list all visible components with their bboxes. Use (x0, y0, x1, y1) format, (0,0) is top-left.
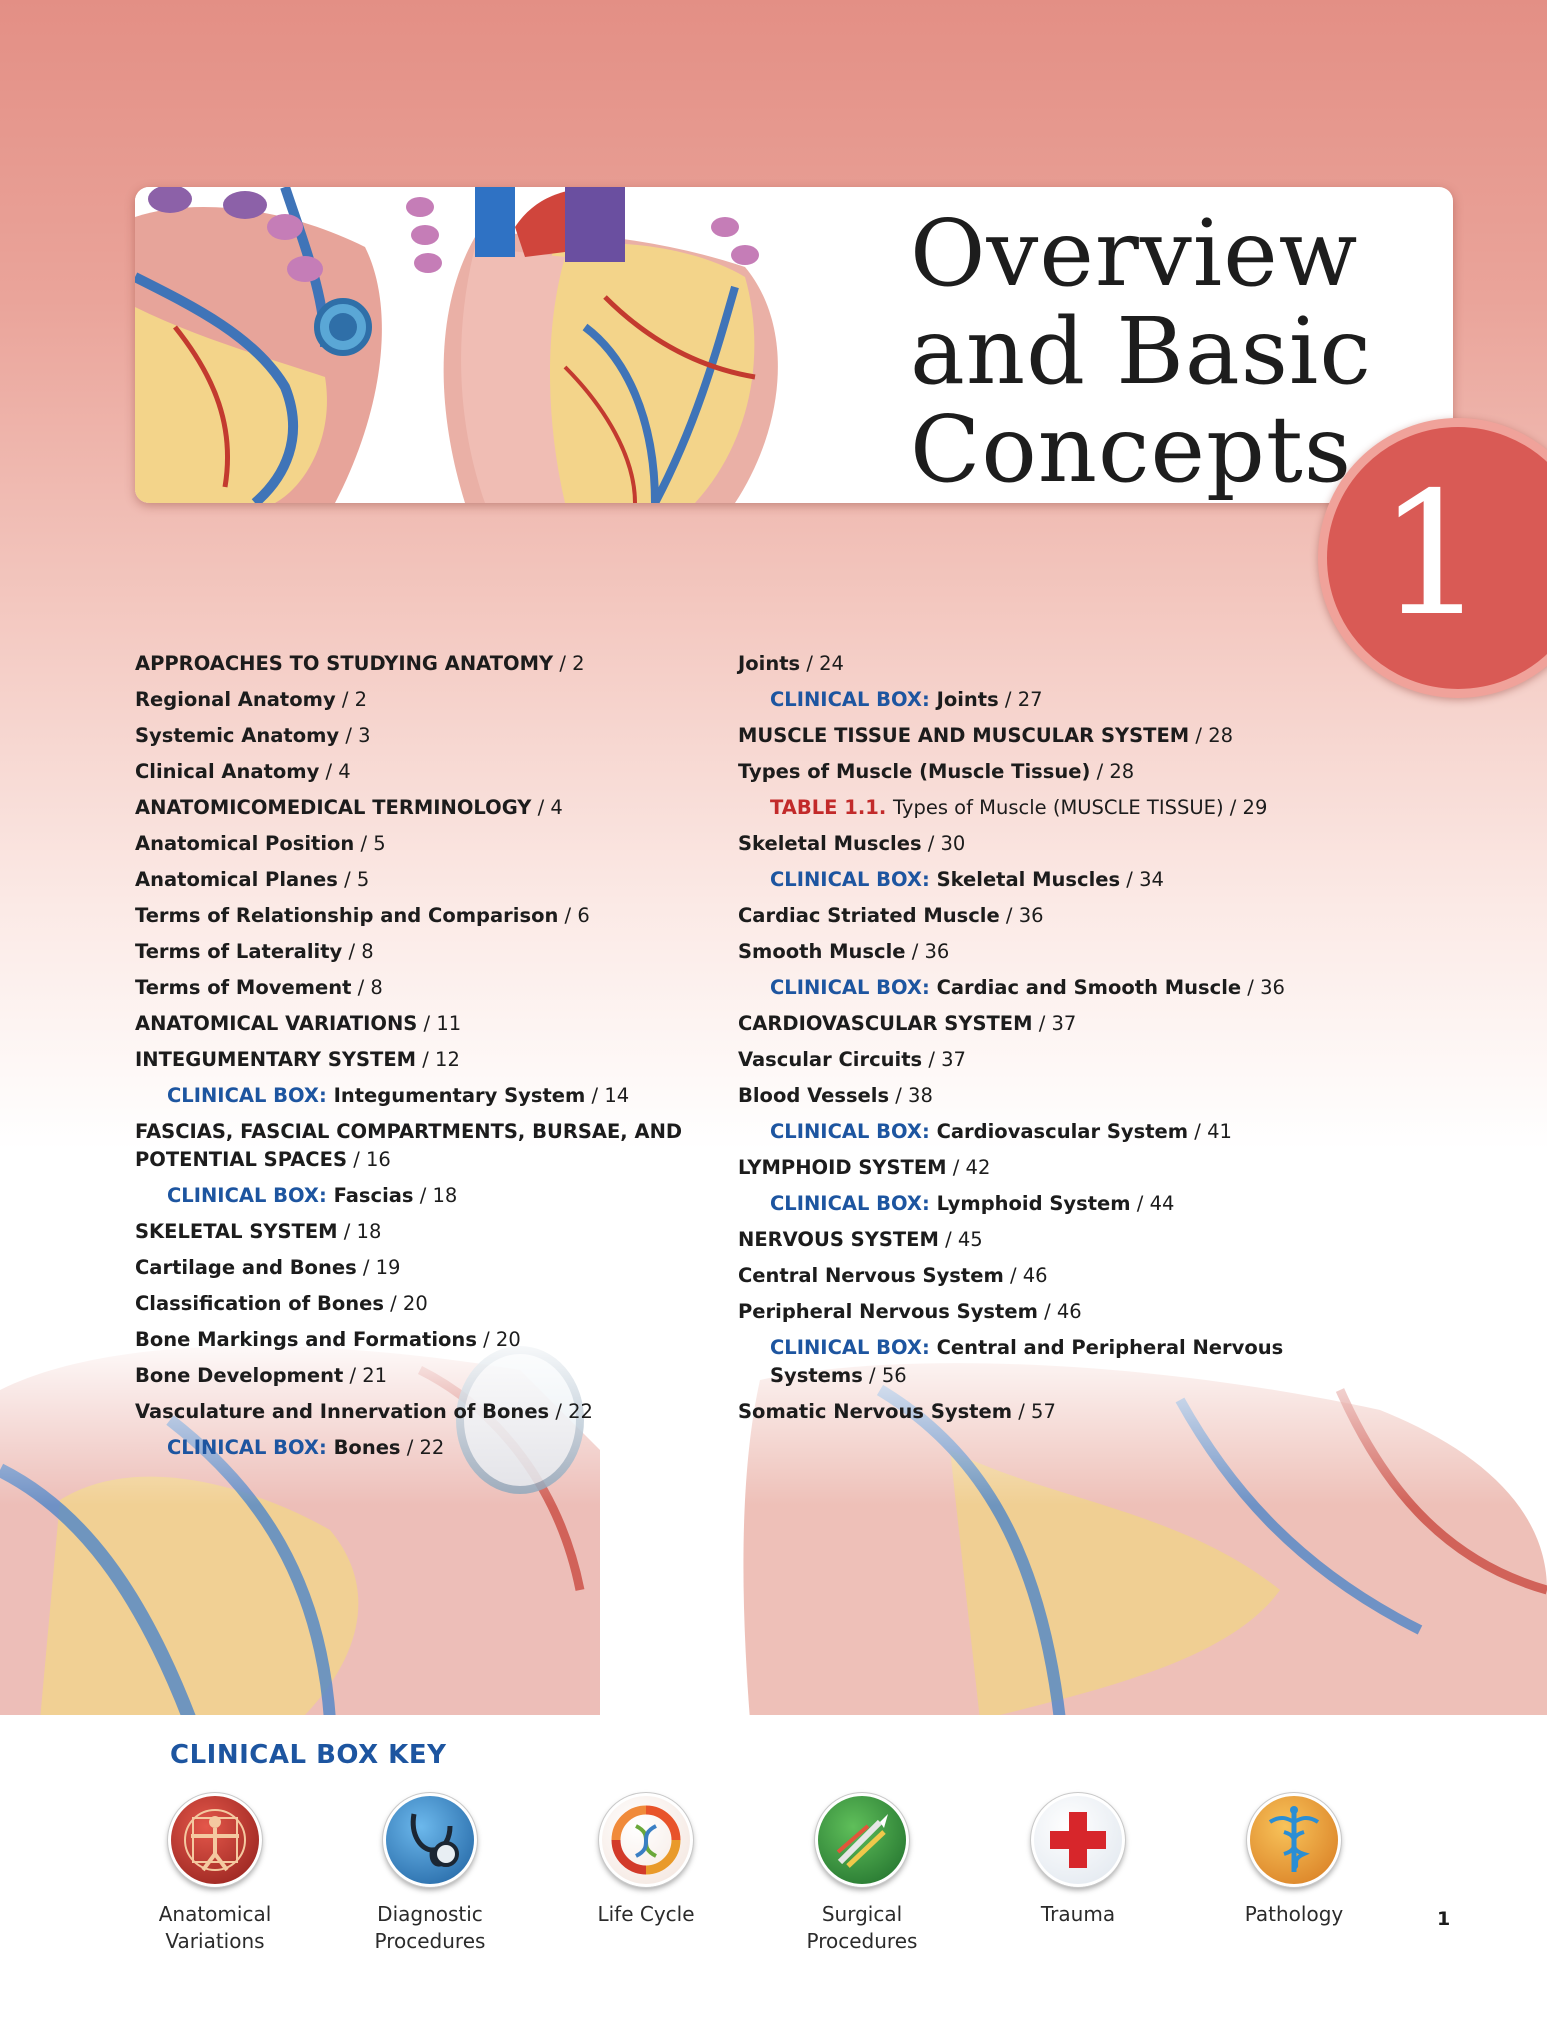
toc-entry-title: Joints (936, 688, 999, 711)
toc-topic-entry[interactable]: Somatic Nervous System / 57 (738, 1400, 1056, 1423)
toc-entry-title: Lymphoid System (936, 1192, 1131, 1215)
toc-clinical-box-entry[interactable]: CLINICAL BOX: Integumentary System / 14 (167, 1084, 630, 1107)
toc-page-number: 34 (1139, 868, 1164, 891)
toc-page-number: 56 (881, 1364, 907, 1387)
toc-entry-title: CARDIOVASCULAR SYSTEM (738, 1012, 1033, 1035)
key-item-life-cycle (551, 1793, 741, 1928)
toc-page-number: 6 (577, 904, 590, 927)
toc-page-number: 20 (495, 1328, 521, 1351)
toc-page-number: 8 (361, 940, 374, 963)
toc-page-number: 12 (435, 1048, 460, 1071)
toc-topic-entry[interactable]: Skeletal Muscles / 30 (738, 832, 966, 855)
toc-page-number: 46 (1056, 1300, 1082, 1323)
toc-entry-title: Cardiovascular System (936, 1120, 1189, 1143)
toc-entry-title: Somatic Nervous System (738, 1400, 1013, 1423)
key-item-pathology (1199, 1793, 1389, 1928)
toc-entry-title: Classification of Bones (135, 1292, 384, 1315)
toc-page-number: 46 (1022, 1264, 1048, 1287)
toc-clinical-box-entry[interactable]: CLINICAL BOX: Skeletal Muscles / 34 (770, 868, 1164, 891)
toc-page-number: 37 (941, 1048, 966, 1071)
toc-topic-entry[interactable]: Joints / 24 (738, 652, 844, 675)
toc-entry-title: Bone Development (135, 1364, 344, 1387)
vitruvian-man-icon (168, 1793, 262, 1887)
toc-entry-title: Terms of Laterality (135, 940, 343, 963)
toc-section-entry[interactable]: INTEGUMENTARY SYSTEM / 12 (135, 1048, 460, 1071)
toc-clinical-box-entry[interactable]: CLINICAL BOX: Cardiovascular System / 41 (770, 1120, 1232, 1143)
toc-section-entry[interactable]: ANATOMICOMEDICAL TERMINOLOGY / 4 (135, 796, 563, 819)
toc-entry-title: Clinical Anatomy (135, 760, 320, 783)
toc-entry-title: Peripheral Nervous System (738, 1300, 1038, 1323)
toc-left-column (135, 650, 735, 1470)
clinical-box-tag: CLINICAL BOX: (770, 1192, 930, 1215)
key-label: Pathology (1244, 1902, 1344, 1926)
toc-page-number: 24 (819, 652, 844, 675)
toc-entry-title: MUSCLE TISSUE AND MUSCULAR SYSTEM (738, 724, 1190, 747)
toc-entry-title: Terms of Relationship and Comparison (135, 904, 559, 927)
toc-page-number: 18 (432, 1184, 458, 1207)
toc-topic-entry[interactable]: Anatomical Position / 5 (135, 832, 386, 855)
toc-page-number: 41 (1207, 1120, 1232, 1143)
chapter-title-line-2: and Basic (910, 298, 1372, 405)
toc-section-entry[interactable]: LYMPHOID SYSTEM / 42 (738, 1156, 991, 1179)
toc-entry-title: Types of Muscle (Muscle Tissue) (738, 760, 1091, 783)
toc-page-number: 28 (1208, 724, 1234, 747)
chapter-title-line-3: Concepts (910, 396, 1353, 503)
toc-entry-title: Anatomical Planes (135, 868, 338, 891)
toc-topic-entry[interactable]: Anatomical Planes / 5 (135, 868, 370, 891)
key-label: Surgical Procedures (806, 1902, 918, 1953)
toc-page-number: 36 (924, 940, 950, 963)
toc-section-entry[interactable]: CARDIOVASCULAR SYSTEM / 37 (738, 1012, 1077, 1035)
key-item-diagnostic-procedures (335, 1793, 525, 1955)
toc-clinical-box-entry[interactable]: CLINICAL BOX: Bones / 22 (167, 1436, 445, 1459)
life-cycle-icon (599, 1793, 693, 1887)
toc-page-number: 5 (373, 832, 386, 855)
toc-topic-entry[interactable]: Systemic Anatomy / 3 (135, 724, 371, 747)
clinical-box-tag: CLINICAL BOX: (770, 976, 930, 999)
toc-topic-entry[interactable]: Terms of Movement / 8 (135, 976, 383, 999)
toc-topic-entry[interactable]: Types of Muscle (Muscle Tissue) / 28 (738, 760, 1135, 783)
toc-entry-title: Vasculature and Innervation of Bones (135, 1400, 550, 1423)
toc-page-number: 16 (365, 1148, 391, 1171)
toc-topic-entry[interactable]: Regional Anatomy / 2 (135, 688, 368, 711)
toc-entry-title: ANATOMICOMEDICAL TERMINOLOGY (135, 796, 532, 819)
toc-page-number: 36 (1260, 976, 1285, 999)
toc-entry-title: NERVOUS SYSTEM (738, 1228, 939, 1251)
toc-page-number: 3 (358, 724, 371, 747)
toc-topic-entry[interactable]: Cartilage and Bones / 19 (135, 1256, 401, 1279)
toc-page-number: 44 (1149, 1192, 1175, 1215)
toc-section-entry[interactable]: APPROACHES TO STUDYING ANATOMY / 2 (135, 652, 585, 675)
toc-page-number: 22 (568, 1400, 593, 1423)
toc-page-number: 4 (550, 796, 563, 819)
toc-page-number: 22 (419, 1436, 445, 1459)
page-number: 1 (1437, 1908, 1451, 1930)
toc-entry-title: Bone Markings and Formations (135, 1328, 477, 1351)
caduceus-icon (1247, 1793, 1341, 1887)
toc-right-column (738, 650, 1338, 1434)
toc-table-entry[interactable]: TABLE 1.1. Types of Muscle (MUSCLE TISSUE) / 29 (770, 796, 1268, 819)
toc-section-entry[interactable]: MUSCLE TISSUE AND MUSCULAR SYSTEM / 28 (738, 724, 1234, 747)
key-label: Diagnostic Procedures (374, 1902, 486, 1953)
toc-entry-title: Cardiac Striated Muscle (738, 904, 1000, 927)
toc-page-number: 30 (940, 832, 966, 855)
toc-page-number: 5 (356, 868, 370, 891)
stethoscope-icon (383, 1793, 477, 1887)
toc-section-entry[interactable]: FASCIAS, FASCIAL COMPARTMENTS, BURSAE, AND POTENTIAL SPACES / 16 (135, 1120, 683, 1171)
toc-entry-title: Anatomical Position (135, 832, 355, 855)
toc-clinical-box-entry[interactable]: CLINICAL BOX: Lymphoid System / 44 (770, 1192, 1175, 1215)
key-label: Life Cycle (597, 1902, 695, 1926)
toc-topic-entry[interactable]: Terms of Relationship and Comparison / 6 (135, 904, 590, 927)
toc-page-number: 19 (375, 1256, 401, 1279)
toc-page-number: 45 (957, 1228, 983, 1251)
heart-illustration (135, 187, 895, 503)
toc-clinical-box-entry[interactable]: CLINICAL BOX: Central and Peripheral Nervous Systems / 56 (770, 1336, 1284, 1387)
toc-page-number: 20 (402, 1292, 428, 1315)
toc-page-number: 14 (604, 1084, 630, 1107)
key-item-trauma (983, 1793, 1173, 1928)
toc-entry-title: Systemic Anatomy (135, 724, 340, 747)
toc-clinical-box-entry[interactable]: CLINICAL BOX: Joints / 27 (770, 688, 1043, 711)
toc-entry-title: APPROACHES TO STUDYING ANATOMY (135, 652, 554, 675)
clinical-box-tag: CLINICAL BOX: (770, 868, 930, 891)
toc-page-number: 4 (338, 760, 351, 783)
toc-page-number: 38 (908, 1084, 933, 1107)
toc-topic-entry[interactable]: Bone Development / 21 (135, 1364, 388, 1387)
toc-entry-title: Cartilage and Bones (135, 1256, 357, 1279)
toc-topic-entry[interactable]: Peripheral Nervous System / 46 (738, 1300, 1082, 1323)
toc-topic-entry[interactable]: Terms of Laterality / 8 (135, 940, 374, 963)
toc-entry-title: Cardiac and Smooth Muscle (936, 976, 1242, 999)
clinical-box-tag: CLINICAL BOX: (770, 1336, 930, 1359)
toc-topic-entry[interactable]: Smooth Muscle / 36 (738, 940, 950, 963)
toc-clinical-box-entry[interactable]: CLINICAL BOX: Fascias / 18 (167, 1184, 458, 1207)
toc-entry-title: Smooth Muscle (738, 940, 906, 963)
toc-page-number: 28 (1109, 760, 1135, 783)
key-item-surgical-procedures (767, 1793, 957, 1955)
scalpel-icon (815, 1793, 909, 1887)
toc-page-number: 2 (572, 652, 585, 675)
toc-section-entry[interactable]: SKELETAL SYSTEM / 18 (135, 1220, 382, 1243)
toc-topic-entry[interactable]: Central Nervous System / 46 (738, 1264, 1048, 1287)
red-cross-icon (1031, 1793, 1125, 1887)
toc-topic-entry[interactable]: Cardiac Striated Muscle / 36 (738, 904, 1044, 927)
toc-page-number: 21 (362, 1364, 388, 1387)
toc-page-number: 42 (965, 1156, 991, 1179)
toc-topic-entry[interactable]: Bone Markings and Formations / 20 (135, 1328, 521, 1351)
toc-page-number: 29 (1242, 796, 1268, 819)
toc-entry-title: Bones (333, 1436, 401, 1459)
toc-entry-title: Terms of Movement (135, 976, 352, 999)
clinical-box-tag: CLINICAL BOX: (167, 1184, 327, 1207)
toc-page-number: 27 (1017, 688, 1043, 711)
toc-page-number: 37 (1051, 1012, 1077, 1035)
toc-entry-title: Skeletal Muscles (738, 832, 922, 855)
toc-entry-title: Skeletal Muscles (936, 868, 1121, 891)
toc-entry-title: ANATOMICAL VARIATIONS (135, 1012, 418, 1035)
toc-entry-title: Vascular Circuits (738, 1048, 923, 1071)
table-tag: TABLE 1.1. (770, 796, 887, 819)
toc-topic-entry[interactable]: Vascular Circuits / 37 (738, 1048, 966, 1071)
toc-topic-entry[interactable]: Clinical Anatomy / 4 (135, 760, 351, 783)
toc-topic-entry[interactable]: Vasculature and Innervation of Bones / 22 (135, 1400, 593, 1423)
toc-page-number: 8 (370, 976, 383, 999)
key-label: Anatomical Variations (158, 1902, 272, 1953)
toc-topic-entry[interactable]: Classification of Bones / 20 (135, 1292, 428, 1315)
clinical-box-tag: CLINICAL BOX: (770, 688, 930, 711)
toc-entry-title: Regional Anatomy (135, 688, 336, 711)
toc-entry-title: SKELETAL SYSTEM (135, 1220, 338, 1243)
toc-page-number: 11 (436, 1012, 462, 1035)
toc-page-number: 57 (1031, 1400, 1056, 1423)
toc-entry-title: Central and Peripheral Nervous Systems (770, 1336, 1284, 1387)
toc-section-entry[interactable]: ANATOMICAL VARIATIONS / 11 (135, 1012, 462, 1035)
chapter-number: 1 (1377, 456, 1487, 654)
toc-clinical-box-entry[interactable]: CLINICAL BOX: Cardiac and Smooth Muscle / 36 (770, 976, 1285, 999)
toc-entry-title: FASCIAS, FASCIAL COMPARTMENTS, BURSAE, AND POTENTIAL SPACES (135, 1120, 683, 1171)
toc-entry-title: Joints (738, 652, 801, 675)
chapter-title-line-1: Overview (910, 200, 1359, 307)
clinical-box-tag: CLINICAL BOX: (770, 1120, 930, 1143)
toc-page-number: 36 (1018, 904, 1044, 927)
clinical-box-tag: CLINICAL BOX: (167, 1084, 327, 1107)
clinical-box-key-title: CLINICAL BOX KEY (170, 1740, 447, 1770)
toc-entry-title: Fascias (333, 1184, 414, 1207)
key-item-anatomical-variations (120, 1793, 310, 1955)
toc-entry-title: LYMPHOID SYSTEM (738, 1156, 947, 1179)
toc-section-entry[interactable]: NERVOUS SYSTEM / 45 (738, 1228, 983, 1251)
toc-entry-title: Central Nervous System (738, 1264, 1004, 1287)
toc-page-number: 18 (356, 1220, 382, 1243)
toc-page-number: 2 (354, 688, 368, 711)
key-label: Trauma (1040, 1902, 1116, 1926)
toc-entry-title: Types of Muscle (MUSCLE TISSUE) (893, 796, 1224, 819)
toc-entry-title: Integumentary System (333, 1084, 586, 1107)
toc-entry-title: Blood Vessels (738, 1084, 890, 1107)
clinical-box-tag: CLINICAL BOX: (167, 1436, 327, 1459)
toc-entry-title: INTEGUMENTARY SYSTEM (135, 1048, 417, 1071)
toc-topic-entry[interactable]: Blood Vessels / 38 (738, 1084, 933, 1107)
